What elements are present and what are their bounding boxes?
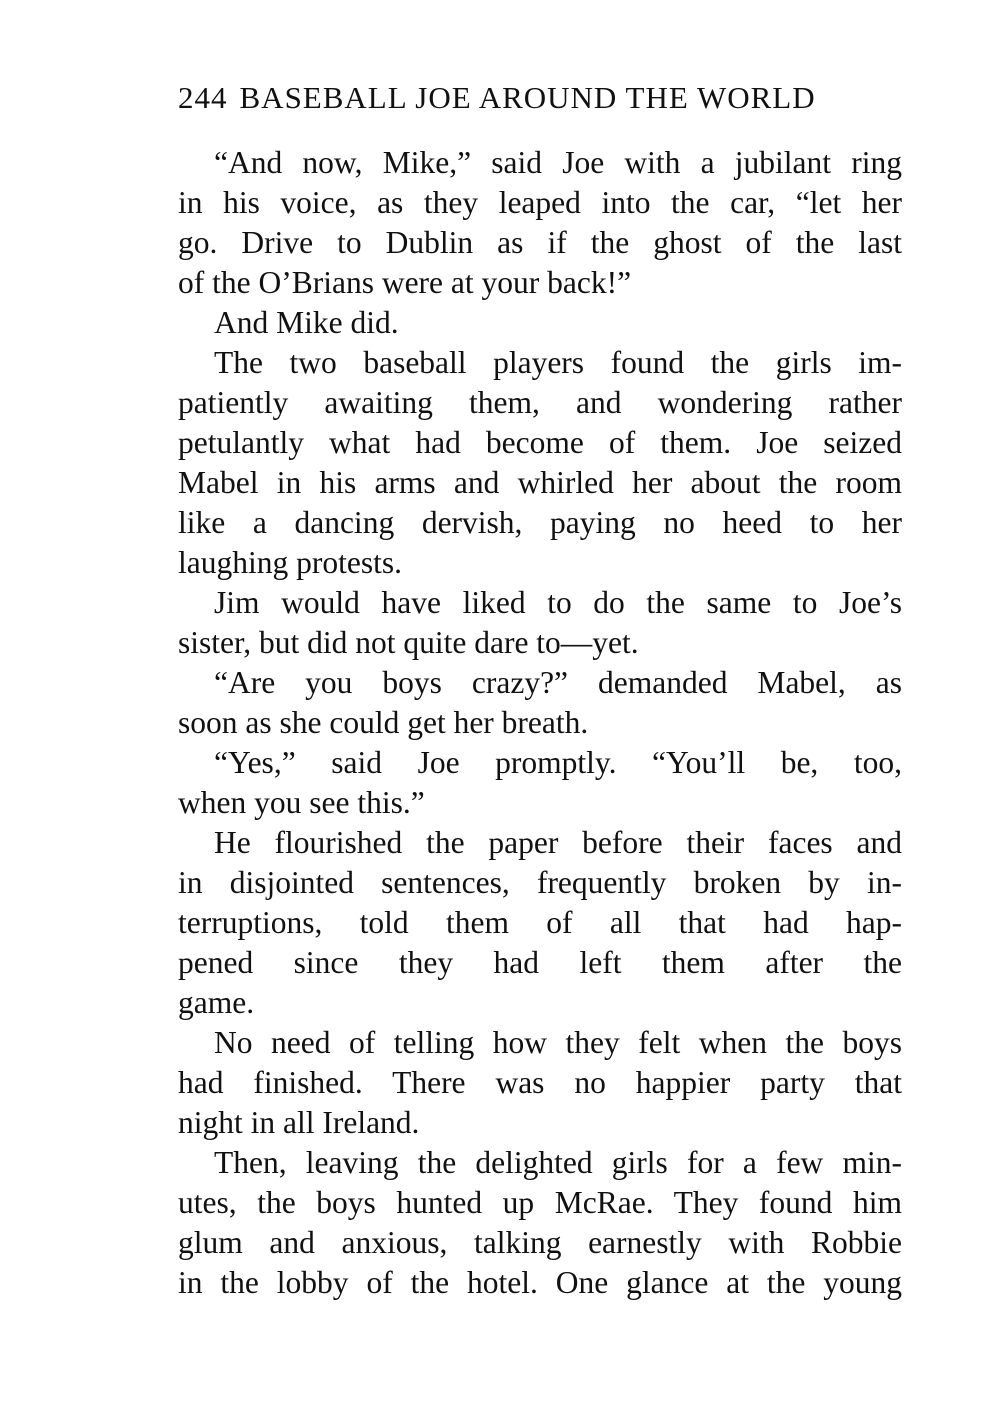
text-line: pened since they had left them after the [178,945,902,980]
text-line: like a dancing dervish, paying no heed to her [178,505,902,540]
paragraph [178,303,902,343]
text-line: Mabel in his arms and whirled her about the room [178,465,902,500]
paragraph [178,143,902,303]
text-line: He flourished the paper before their faces and [214,825,902,860]
text-line: “And now, Mike,” said Joe with a jubilant ring [214,145,902,180]
text-line: game. [178,985,255,1020]
text-line: night in all Ireland. [178,1105,420,1140]
text-line: in the lobby of the hotel. One glance at the young [178,1265,902,1300]
paragraph [178,743,902,823]
text-line: No need of telling how they felt when the boys [214,1025,902,1060]
text-line: “Are you boys crazy?” demanded Mabel, as [214,665,902,700]
text-line: sister, but did not quite dare to—yet. [178,625,639,660]
running-header [178,76,908,120]
text-line: terruptions, told them of all that had hap- [178,905,902,940]
text-line: Jim would have liked to do the same to Joe’s [214,585,902,620]
paragraph [178,343,902,583]
text-line: utes, the boys hunted up McRae. They found him [178,1185,902,1220]
body-text [178,143,902,1303]
text-line: go. Drive to Dublin as if the ghost of the last [178,225,902,260]
text-line: of the O’Brians were at your back!” [178,265,632,300]
paragraph [178,583,902,663]
paragraph [178,823,902,1023]
text-line: glum and anxious, talking earnestly with Robbie [178,1225,902,1260]
paragraph [178,1143,902,1303]
paragraph [178,663,902,743]
paragraph [178,1023,902,1143]
text-line: in his voice, as they leaped into the car, “let her [178,185,902,220]
text-line: laughing protests. [178,545,402,580]
text-line: when you see this.” [178,785,425,820]
page-number: 244 [178,80,228,115]
text-line: “Yes,” said Joe promptly. “You’ll be, too, [214,745,902,780]
text-line: patiently awaiting them, and wondering rather [178,385,902,420]
running-title: BASEBALL JOE AROUND THE WORLD [239,80,816,115]
text-line: The two baseball players found the girls im- [214,345,902,380]
text-line: And Mike did. [214,305,399,340]
text-line: Then, leaving the delighted girls for a few min- [214,1145,902,1180]
text-line: soon as she could get her breath. [178,705,589,740]
text-line: had finished. There was no happier party that [178,1065,902,1100]
text-line: in disjointed sentences, frequently broken by in- [178,865,902,900]
text-line: petulantly what had become of them. Joe seized [178,425,902,460]
